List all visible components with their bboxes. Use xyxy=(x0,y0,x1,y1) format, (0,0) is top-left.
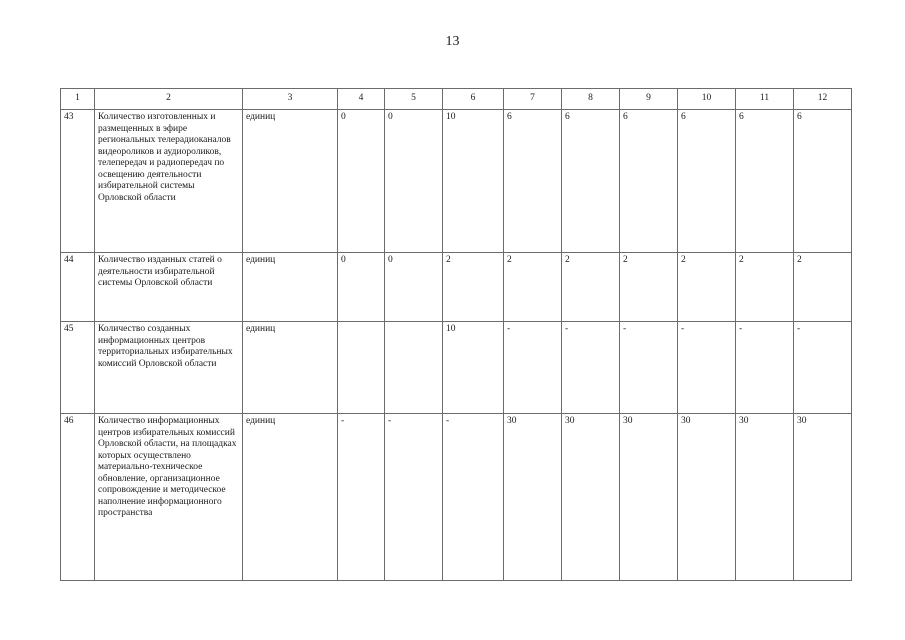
value-cell: 6 xyxy=(678,110,736,253)
value-cell: - xyxy=(794,322,852,414)
value-cell: 30 xyxy=(562,414,620,581)
value-cell: 0 xyxy=(338,253,385,322)
table-row xyxy=(61,253,852,322)
value-cell: - xyxy=(338,414,385,581)
value-cell: 6 xyxy=(620,110,678,253)
value-cell: 30 xyxy=(504,414,562,581)
indicator-name: Количество изданных статей о деятельности избирательной системы Орловской области xyxy=(95,253,243,322)
value-cell: - xyxy=(504,322,562,414)
header-cell: 5 xyxy=(385,89,443,110)
value-cell: 30 xyxy=(678,414,736,581)
table-header-row xyxy=(61,89,852,110)
row-number: 46 xyxy=(61,414,95,581)
header-cell: 8 xyxy=(562,89,620,110)
value-cell: 0 xyxy=(338,110,385,253)
value-cell: 30 xyxy=(620,414,678,581)
indicator-name: Количество созданных информационных центров территориальных избирательных комиссий Орловской области xyxy=(95,322,243,414)
header-cell: 3 xyxy=(243,89,338,110)
row-number: 45 xyxy=(61,322,95,414)
unit-cell: единиц xyxy=(243,253,338,322)
header-cell: 7 xyxy=(504,89,562,110)
table-row xyxy=(61,322,852,414)
indicators-table xyxy=(60,88,852,581)
value-cell: 6 xyxy=(504,110,562,253)
table-row xyxy=(61,110,852,253)
row-number: 44 xyxy=(61,253,95,322)
value-cell: 2 xyxy=(794,253,852,322)
value-cell: 10 xyxy=(443,322,504,414)
table-row xyxy=(61,414,852,581)
value-cell: 10 xyxy=(443,110,504,253)
value-cell: 6 xyxy=(794,110,852,253)
header-cell: 1 xyxy=(61,89,95,110)
value-cell: 2 xyxy=(620,253,678,322)
header-cell: 10 xyxy=(678,89,736,110)
value-cell xyxy=(338,322,385,414)
page-number: 13 xyxy=(445,34,460,49)
header-cell: 11 xyxy=(736,89,794,110)
value-cell: 2 xyxy=(443,253,504,322)
value-cell xyxy=(385,322,443,414)
header-cell: 9 xyxy=(620,89,678,110)
unit-cell: единиц xyxy=(243,322,338,414)
value-cell: 2 xyxy=(678,253,736,322)
value-cell: 6 xyxy=(562,110,620,253)
value-cell: - xyxy=(736,322,794,414)
unit-cell: единиц xyxy=(243,414,338,581)
unit-cell: единиц xyxy=(243,110,338,253)
header-cell: 2 xyxy=(95,89,243,110)
value-cell: 6 xyxy=(736,110,794,253)
value-cell: 2 xyxy=(736,253,794,322)
header-cell: 12 xyxy=(794,89,852,110)
indicator-name: Количество информационных центров избирательных комиссий Орловской области, на площадках которых осуществлено материально-техническое обновление, организационное сопровождение и методическое наполнение информационного пространства xyxy=(95,414,243,581)
value-cell: 2 xyxy=(504,253,562,322)
value-cell: - xyxy=(620,322,678,414)
value-cell: 0 xyxy=(385,110,443,253)
value-cell: 30 xyxy=(794,414,852,581)
value-cell: - xyxy=(385,414,443,581)
value-cell: 2 xyxy=(562,253,620,322)
indicator-name: Количество изготовленных и размещенных в эфире региональных телерадиоканалов видеороликов и аудиороликов, телепередач и радиопередач по освещению деятельности избирательной системы Орловской области xyxy=(95,110,243,253)
header-cell: 4 xyxy=(338,89,385,110)
row-number: 43 xyxy=(61,110,95,253)
value-cell: - xyxy=(678,322,736,414)
value-cell: - xyxy=(443,414,504,581)
value-cell: - xyxy=(562,322,620,414)
value-cell: 0 xyxy=(385,253,443,322)
value-cell: 30 xyxy=(736,414,794,581)
header-cell: 6 xyxy=(443,89,504,110)
